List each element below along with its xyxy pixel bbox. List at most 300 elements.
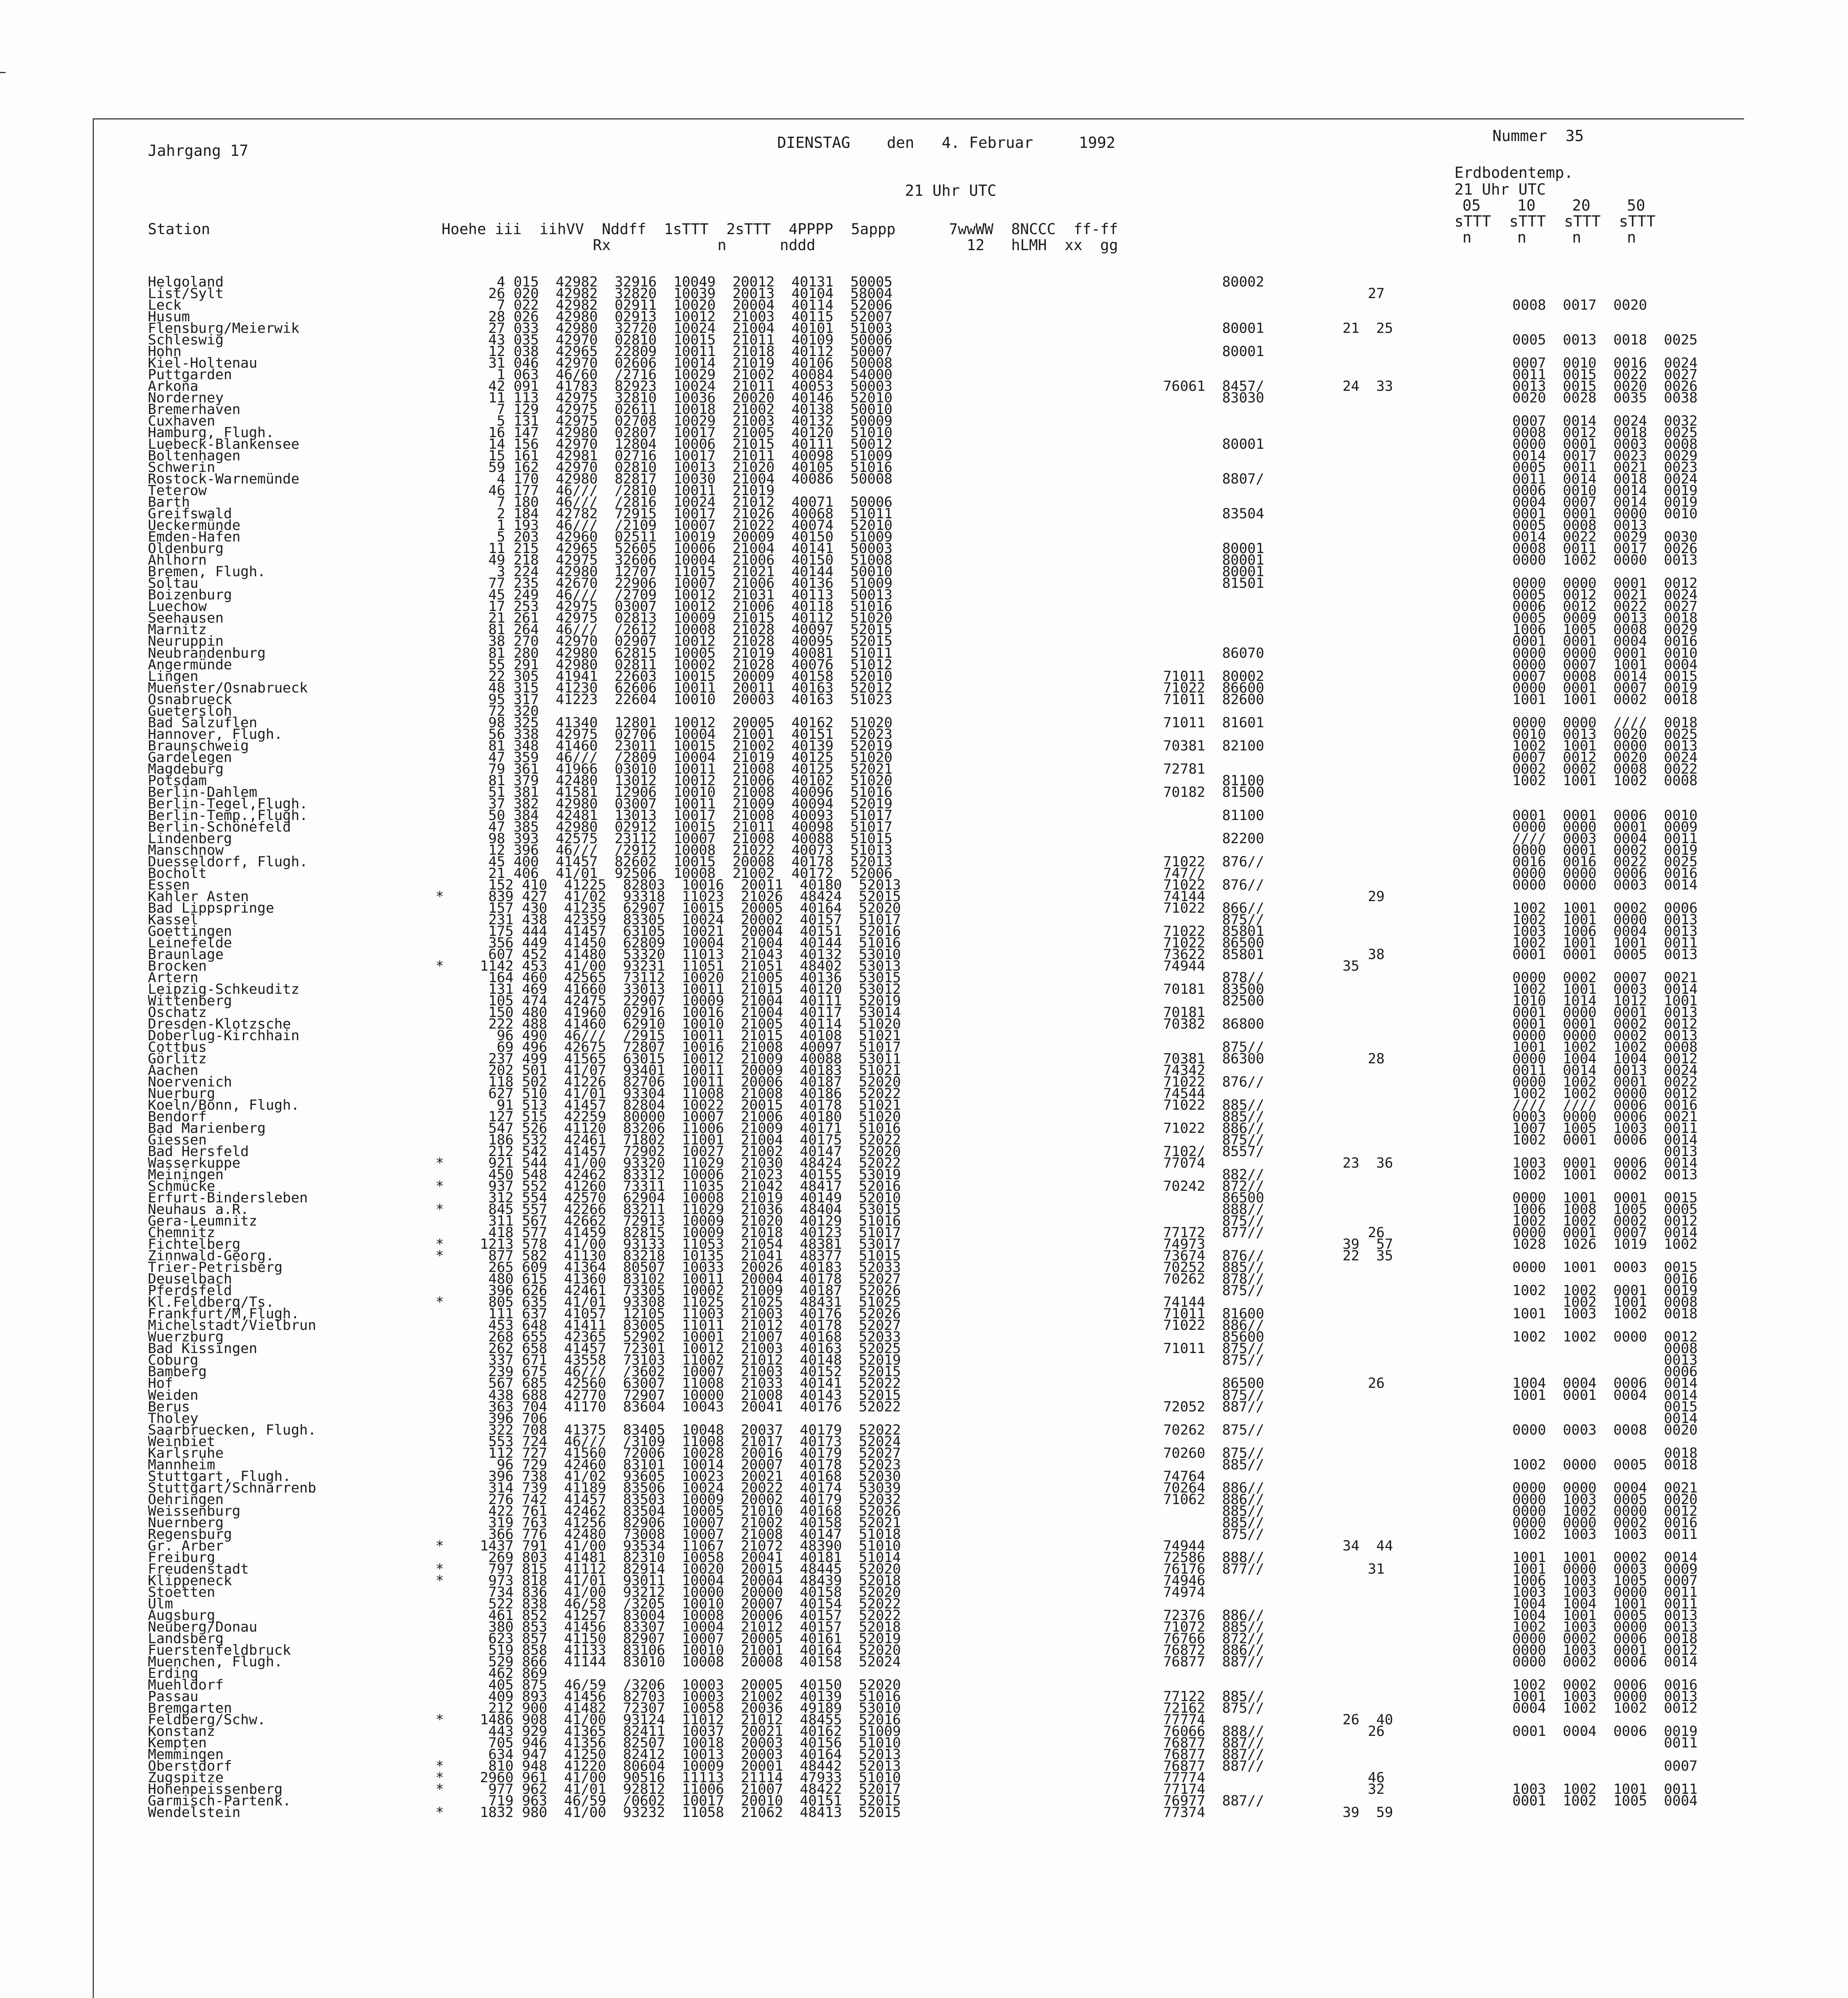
synop-groups: 131 469 41660 33013 10011 21015 40120 53012 [471, 981, 901, 997]
weather-cloud-groups: 80002 [1155, 274, 1264, 290]
mountain-marker: * [436, 888, 444, 905]
soil-temperatures: 1007 1005 1003 0011 [1512, 1120, 1698, 1137]
weather-cloud-groups: 81100 [1155, 807, 1264, 824]
wind-gust-values: 26 40 [1343, 1711, 1393, 1728]
synop-groups: 319 763 41256 82906 10007 21002 40158 52021 [471, 1514, 901, 1531]
soil-temperatures: 0004 1002 1002 0012 [1512, 1700, 1698, 1716]
soil-temperatures: 0000 0001 0002 0019 [1512, 842, 1698, 858]
synop-groups: 45 400 41457 82602 10015 20008 40178 52013 [471, 854, 893, 870]
mountain-marker: * [436, 1781, 444, 1798]
synop-groups: 2 184 42782 72915 10017 21026 40068 51011 [471, 506, 893, 522]
soil-temperatures: 0000 0000 0003 0014 [1512, 877, 1698, 893]
synop-groups: 26 020 42982 32820 10039 20013 40104 58004 [471, 286, 893, 302]
station-name: Soltau [148, 575, 199, 592]
synop-groups: 3 224 42980 12707 11015 21021 40144 50010 [471, 564, 893, 580]
station-name: Neuruppin [148, 633, 224, 650]
soil-temperatures: 1001 1003 0000 0013 [1512, 1688, 1698, 1705]
station-name: Trier-Petrisberg [148, 1260, 283, 1276]
station-name: Duesseldorf, Flugh. [148, 854, 308, 870]
synop-groups: 553 724 46/// /3109 11008 21017 40173 52024 [471, 1433, 901, 1450]
soil-temperatures: 0005 0013 0018 0025 [1512, 332, 1698, 348]
weather-cloud-groups: 80001 [1155, 436, 1264, 453]
synop-groups: 56 338 42975 02706 10004 21001 40151 52023 [471, 726, 893, 742]
synop-groups: 49 218 42975 32606 10004 21006 40150 51008 [471, 552, 893, 569]
mountain-marker: * [436, 1758, 444, 1774]
soil-temperatures: 1006 1003 1005 0007 [1512, 1572, 1698, 1589]
synop-groups: 59 162 42970 02810 10013 21020 40105 51016 [471, 460, 893, 476]
station-name: Greifswald [148, 506, 232, 522]
synop-groups: 396 706 [471, 1410, 547, 1427]
wind-gust-values: 39 57 [1343, 1236, 1393, 1253]
weather-cloud-groups: 71072 885// [1155, 1619, 1264, 1635]
mountain-marker: * [436, 1561, 444, 1577]
mountain-marker: * [436, 1711, 444, 1728]
soil-temperatures: 1003 1003 0000 0011 [1512, 1584, 1698, 1600]
soil-temperatures: 1003 0001 0006 0014 [1512, 1155, 1698, 1172]
weather-cloud-groups: 74973 [1155, 1236, 1205, 1253]
synop-groups: 5 203 42960 02511 10019 20009 40150 51009 [471, 529, 893, 545]
station-name: Norderney [148, 390, 224, 406]
station-name: Deuselbach [148, 1271, 232, 1288]
wind-gust-values: 24 33 [1343, 378, 1393, 395]
station-name: Landsberg [148, 1630, 224, 1647]
soil-temperatures: 1006 1005 0008 0029 [1512, 622, 1698, 638]
synop-groups: 462 869 [471, 1665, 547, 1682]
synop-groups: 81 264 46/// /2612 10008 21028 40097 52015 [471, 622, 893, 638]
mountain-marker: * [436, 1248, 444, 1264]
weather-cloud-groups: 71011 81600 [1155, 1306, 1264, 1322]
synop-groups: 839 427 41/02 93318 11023 21026 48424 52015 [471, 888, 901, 905]
synop-groups: 1 193 46/// /2109 10007 21022 40074 52010 [471, 517, 893, 534]
synop-groups: 212 900 41482 72307 10058 20036 49189 53010 [471, 1700, 901, 1716]
station-name: Pferdsfeld [148, 1283, 232, 1299]
weather-cloud-groups: 71022 886// [1155, 1120, 1264, 1137]
station-name: Zugspitze [148, 1770, 224, 1786]
soil-temperatures: 1004 0004 0006 0014 [1512, 1375, 1698, 1392]
synop-groups: 31 046 42970 02606 10014 21019 40106 50008 [471, 355, 893, 372]
synop-groups: 237 499 41565 63015 10012 21009 40088 53011 [471, 1051, 901, 1067]
soil-temperatures: 1004 1004 1001 0011 [1512, 1596, 1698, 1612]
soil-depths: 05 10 20 50 [1462, 197, 1645, 214]
station-name: Wuerzburg [148, 1329, 224, 1345]
station-name: Konstanz [148, 1723, 215, 1739]
soil-temperatures: 0001 0000 0001 0013 [1512, 1004, 1698, 1021]
weather-cloud-groups: 875// [1155, 911, 1264, 928]
weather-cloud-groups: 71062 886// [1155, 1491, 1264, 1508]
synop-groups: 1437 791 41/00 93534 11067 21072 48390 51010 [471, 1538, 901, 1554]
station-name: Koeln/Bonn, Flugh. [148, 1097, 300, 1114]
station-name: Muehldorf [148, 1677, 224, 1693]
synop-groups: 12 396 46/// /2912 10008 21022 40073 51013 [471, 842, 893, 858]
station-name: Gera-Leumnitz [148, 1213, 257, 1230]
synop-groups: 47 385 42980 02912 10015 21011 40098 51017 [471, 819, 893, 835]
station-name: Görlitz [148, 1051, 207, 1067]
soil-temperatures: 0008 [1512, 1341, 1698, 1357]
station-name: Giessen [148, 1132, 207, 1148]
synop-groups: 567 685 42560 63007 11008 21033 40141 52022 [471, 1375, 901, 1392]
wind-gust-values: 35 [1343, 958, 1360, 974]
station-name: Fichtelberg [148, 1236, 241, 1253]
weather-cloud-groups: 73674 876// [1155, 1248, 1264, 1264]
weather-cloud-groups: 71022 86500 [1155, 935, 1264, 951]
date-line: DIENSTAG den 4. Februar 1992 [777, 134, 1116, 151]
synop-groups: 48 315 41230 62606 10011 20011 40163 52012 [471, 680, 893, 696]
station-name: Osnabrueck [148, 691, 232, 708]
synop-groups: 37 382 42980 03007 10011 21009 40094 52019 [471, 796, 893, 812]
soil-temperatures [1512, 277, 1521, 288]
soil-temperatures: 0000 1001 0003 0015 [1512, 1260, 1698, 1276]
weather-cloud-groups: 80001 [1155, 552, 1264, 569]
synop-groups: 396 738 41/02 93605 10023 20021 40168 52030 [471, 1468, 901, 1485]
station-name: Flensburg/Meierwik [148, 320, 300, 337]
weather-cloud-groups: 875// [1155, 1132, 1264, 1148]
station-name: Regensburg [148, 1526, 232, 1542]
synop-groups: 96 490 46/// /2915 10011 21015 40108 51021 [471, 1028, 901, 1044]
page-edge-tick [0, 72, 6, 73]
synop-groups: 438 688 42770 72907 10000 21008 40143 52015 [471, 1387, 901, 1403]
soil-temperatures: 0007 0014 0024 0032 [1512, 413, 1698, 430]
synop-groups: 311 567 42662 72913 10009 21020 40129 51016 [471, 1213, 901, 1230]
weather-cloud-groups: 76877 887// [1155, 1746, 1264, 1763]
weather-cloud-groups: 80001 [1155, 320, 1264, 337]
wind-gust-values: 22 35 [1343, 1248, 1393, 1264]
soil-temperatures: 0001 0001 0002 0012 [1512, 1016, 1698, 1032]
synop-groups: 50 384 42481 13013 10017 21008 40093 51017 [471, 807, 893, 824]
station-name: Bremerhaven [148, 402, 241, 418]
station-name: Puttgarden [148, 367, 232, 383]
soil-temperatures: 0000 1002 0001 0022 [1512, 1074, 1698, 1091]
station-name: Boizenburg [148, 587, 232, 603]
station-name: Brocken [148, 958, 207, 974]
weather-cloud-groups: 885// [1155, 1503, 1264, 1519]
station-name: List/Sylt [148, 286, 224, 302]
synop-groups: 1 063 46/60 /2716 10029 21002 40084 54000 [471, 367, 893, 383]
weather-cloud-groups: 80001 [1155, 564, 1264, 580]
weather-cloud-groups: 72586 888// [1155, 1549, 1264, 1566]
station-name: Bad Hersfeld [148, 1144, 249, 1160]
synop-groups: 15 161 42981 02716 10017 21011 40098 51009 [471, 448, 893, 464]
station-name: Fuerstenfeldbruck [148, 1642, 291, 1658]
synop-groups: 11 215 42965 52605 10006 21004 40141 50003 [471, 541, 893, 557]
synop-groups: 7 129 42975 02611 10018 21002 40138 50010 [471, 402, 893, 418]
station-name: Frankfurt/M,Flugh. [148, 1306, 300, 1322]
soil-temperatures: 0013 [1512, 1352, 1698, 1369]
synop-groups: 480 615 41360 83102 10011 20004 40178 52027 [471, 1271, 901, 1288]
weather-cloud-groups: 76877 887// [1155, 1735, 1264, 1751]
weather-cloud-groups: 74342 [1155, 1063, 1205, 1079]
station-name: Boltenhagen [148, 448, 241, 464]
mountain-marker: * [436, 958, 444, 974]
synop-groups: 7 022 42982 02911 10020 20004 40114 52006 [471, 297, 893, 314]
synop-groups: 422 761 42462 83504 10005 21010 40168 52026 [471, 1503, 901, 1519]
synop-groups: 77 235 42670 22906 10007 21006 40136 51009 [471, 575, 893, 592]
weather-cloud-groups: 77374 [1155, 1805, 1205, 1821]
station-name: Bremen, Flugh. [148, 564, 266, 580]
station-name: Schleswig [148, 332, 224, 348]
synop-groups: 127 515 42259 80000 10007 21006 40180 51020 [471, 1109, 901, 1125]
station-name: Oberstdorf [148, 1758, 232, 1774]
weather-cloud-groups: 86500 [1155, 1190, 1264, 1206]
synop-groups: 4 170 42980 82817 10030 21004 40086 50008 [471, 471, 893, 488]
soil-temperatures: 0000 0007 1001 0004 [1512, 657, 1698, 673]
station-name: Leinefelde [148, 935, 232, 951]
soil-temperatures: 0006 0010 0014 0019 [1512, 483, 1698, 499]
soil-temperatures: 0011 0015 0022 0027 [1512, 367, 1698, 383]
soil-temperatures: 0008 0011 0017 0026 [1512, 541, 1698, 557]
station-name: Emden-Hafen [148, 529, 241, 545]
weather-cloud-groups: 70381 82100 [1155, 738, 1264, 754]
soil-temperatures: //// //// 0006 0016 [1512, 1097, 1698, 1114]
weather-cloud-groups: 70182 81500 [1155, 784, 1264, 800]
station-name: Tholey [148, 1410, 199, 1427]
soil-temperatures: 1001 0000 0003 0009 [1512, 1561, 1698, 1577]
station-name: Gardelegen [148, 749, 232, 766]
soil-temperatures: 0000 0000 0001 0009 [1512, 819, 1698, 835]
soil-temperatures: 1004 1001 0005 0013 [1512, 1607, 1698, 1624]
station-name: Hannover, Flugh. [148, 726, 283, 742]
soil-temperatures: 0005 0008 0013 [1512, 517, 1647, 534]
mountain-marker: * [436, 1178, 444, 1195]
station-name: Bad Marienberg [148, 1120, 266, 1137]
synop-groups: 1486 908 41/00 93124 11012 21012 48455 52016 [471, 1711, 901, 1728]
soil-temperatures: 1002 1003 0000 0013 [1512, 1619, 1698, 1635]
station-name: Luebeck-Blankensee [148, 436, 300, 453]
mountain-marker: * [436, 1805, 444, 1821]
weather-cloud-groups: 71011 80002 [1155, 668, 1264, 685]
synop-groups: 81 379 42480 13012 10012 21006 40102 51020 [471, 772, 893, 789]
soil-temperatures: 1002 1001 0002 0013 [1512, 1167, 1698, 1183]
station-name: Coburg [148, 1352, 199, 1369]
wind-gust-values: 26 [1343, 1225, 1385, 1241]
soil-temperatures: 1002 1001 0002 0006 [1512, 900, 1698, 916]
synop-groups: 11 113 42975 32810 10036 20020 40146 52010 [471, 390, 893, 406]
jahrgang-label: Jahrgang 17 [148, 142, 249, 159]
soil-temperatures: 0013 0015 0020 0026 [1512, 378, 1698, 395]
synop-groups: 111 637 41057 12105 11003 21003 40176 52026 [471, 1306, 901, 1322]
station-name: Artern [148, 969, 199, 986]
soil-temperatures: 0004 0007 0014 0019 [1512, 494, 1698, 511]
station-name: Kassel [148, 911, 199, 928]
mountain-marker: * [436, 1538, 444, 1554]
mountain-marker: * [436, 1202, 444, 1218]
station-name: Lingen [148, 668, 199, 685]
synop-groups: 5 131 42975 02708 10029 21003 40132 50009 [471, 413, 893, 430]
weather-cloud-groups: 77172 877// [1155, 1225, 1264, 1241]
station-name: Muenster/Osnabrueck [148, 680, 308, 696]
station-name: Kahler Asten [148, 888, 249, 905]
synop-groups: 21 261 42975 02813 10009 21015 40112 51020 [471, 610, 893, 627]
weather-cloud-groups: 76977 887// [1155, 1793, 1264, 1809]
synop-groups: 623 857 41150 82907 10007 20005 40161 52019 [471, 1630, 901, 1647]
soil-temperatures: 0000 1002 0000 0012 [1512, 1503, 1698, 1519]
station-name: Kl.Feldberg/Ts. [148, 1294, 275, 1311]
synop-groups: 396 626 42461 73305 10002 21009 40187 52026 [471, 1283, 901, 1299]
weather-cloud-groups: 83504 [1155, 506, 1264, 522]
soil-temperatures: 0001 0001 0004 0016 [1512, 633, 1698, 650]
soil-temperatures: 0000 1004 1004 0012 [1512, 1051, 1698, 1067]
weather-cloud-groups: 875// [1155, 1039, 1264, 1056]
wind-gust-values: 21 25 [1343, 320, 1393, 337]
soil-temperatures: 0007 0010 0016 0024 [1512, 355, 1698, 372]
soil-temperatures: 1028 1026 1019 1002 [1512, 1236, 1698, 1253]
soil-temperatures: 1001 1002 1002 0008 [1512, 1039, 1698, 1056]
observation-time: 21 Uhr UTC [905, 182, 997, 199]
synop-groups: 1213 578 41/00 93133 11053 21054 48381 53017 [471, 1236, 901, 1253]
weather-cloud-groups: 74944 [1155, 958, 1205, 974]
soil-temperatures: 1002 1001 0000 0013 [1512, 738, 1698, 754]
station-name: Leck [148, 297, 182, 314]
soil-temperatures: 0000 0000 0002 0016 [1512, 1514, 1698, 1531]
station-name: Ulm [148, 1596, 173, 1612]
weather-cloud-groups: 71022 885// [1155, 1097, 1264, 1114]
synop-groups: 1832 980 41/00 93232 11058 21062 48413 52015 [471, 1805, 901, 1821]
synop-groups: 797 815 41112 82914 10020 20015 48445 52020 [471, 1561, 901, 1577]
weather-cloud-groups: 70252 885// [1155, 1260, 1264, 1276]
synop-groups: 239 675 46/// /3602 10007 21003 40152 52015 [471, 1364, 901, 1380]
station-name: Angermünde [148, 657, 232, 673]
soil-temperatures: 1001 1001 0002 0014 [1512, 1549, 1698, 1566]
weather-cloud-groups: 70381 86300 [1155, 1051, 1264, 1067]
synop-groups: 973 818 41/01 93011 10004 20004 48439 52018 [471, 1572, 901, 1589]
station-name: Leipzig-Schkeuditz [148, 981, 300, 997]
weather-cloud-groups: 81100 [1155, 772, 1264, 789]
synop-groups: 175 444 41457 63105 10021 20004 40151 52016 [471, 923, 901, 939]
weather-cloud-groups: 888// [1155, 1202, 1264, 1218]
soil-temperatures: 0010 0013 0020 0025 [1512, 726, 1698, 742]
soil-temperatures: 0011 [1512, 1735, 1698, 1751]
wind-gust-values: 28 [1343, 1051, 1385, 1067]
synop-groups: 46 177 46/// /2810 10011 21019 [471, 483, 775, 499]
station-name: Erding [148, 1665, 199, 1682]
station-name: Doberlug-Kirchhain [148, 1028, 300, 1044]
station-name: Kempten [148, 1735, 207, 1751]
weather-cloud-groups: 80001 [1155, 541, 1264, 557]
station-name: Bremgarten [148, 1700, 232, 1716]
station-name: Nuernberg [148, 1514, 224, 1531]
weather-cloud-groups: 74144 [1155, 1294, 1205, 1311]
soil-temperatures: 0008 0017 0020 [1512, 297, 1647, 314]
station-name: Oldenburg [148, 541, 224, 557]
soil-temperatures: 0005 0011 0021 0023 [1512, 460, 1698, 476]
synop-groups: 96 729 42460 83101 10014 20007 40178 52023 [471, 1457, 901, 1473]
soil-temperatures: 0000 0001 0003 0008 [1512, 436, 1698, 453]
soil-temperatures: 1010 1014 1012 1001 [1512, 993, 1698, 1009]
synop-groups: 461 852 41257 83004 10008 20006 40157 52022 [471, 1607, 901, 1624]
soil-temperatures: 0000 0000 0004 0021 [1512, 1480, 1698, 1496]
soil-temperatures: 0013 [1512, 1144, 1698, 1160]
station-name: Saarbruecken, Flugh. [148, 1422, 316, 1438]
synop-groups: 443 929 41365 82411 10037 20021 40162 51009 [471, 1723, 901, 1739]
synop-groups: 81 348 41460 23011 10015 21002 40139 52019 [471, 738, 893, 754]
soil-temperatures: 0000 1003 0005 0020 [1512, 1491, 1698, 1508]
soil-temperatures: 0008 0012 0018 0025 [1512, 425, 1698, 441]
weather-cloud-groups: 74974 [1155, 1584, 1205, 1600]
mountain-marker: * [436, 1236, 444, 1253]
station-name: Wittenberg [148, 993, 232, 1009]
synop-groups: 118 502 41226 82706 10011 20006 40187 52020 [471, 1074, 901, 1091]
weather-cloud-groups: 878// [1155, 969, 1264, 986]
station-name: Mannheim [148, 1457, 215, 1473]
station-name: Ahlhorn [148, 552, 207, 569]
weather-cloud-groups: 72162 875// [1155, 1700, 1264, 1716]
weather-cloud-groups: 885// [1155, 1109, 1264, 1125]
soil-temperatures: 0007 [1512, 1758, 1698, 1774]
station-name: Hamburg, Flugh. [148, 425, 275, 441]
station-name: Garmisch-Partenk. [148, 1793, 291, 1809]
station-name: Neuhaus a.R. [148, 1202, 249, 1218]
weather-cloud-groups: 77774 [1155, 1711, 1205, 1728]
station-name: Dresden-Klotzsche [148, 1016, 291, 1032]
station-name: Cottbus [148, 1039, 207, 1056]
weather-cloud-groups: 74944 [1155, 1538, 1205, 1554]
station-name: Bendorf [148, 1109, 207, 1125]
soil-temperatures: 1002 1002 0002 0012 [1512, 1213, 1698, 1230]
station-name: Weinbiet [148, 1433, 215, 1450]
station-name: Weissenburg [148, 1503, 241, 1519]
station-name: Neuberg/Donau [148, 1619, 257, 1635]
weather-cloud-groups: 747// [1155, 865, 1205, 882]
weather-cloud-groups: 77774 [1155, 1770, 1205, 1786]
weather-cloud-groups: 70264 886// [1155, 1480, 1264, 1496]
soil-codes: sTTT sTTT sTTT sTTT [1454, 213, 1656, 230]
synop-groups: 810 948 41220 80604 10009 20001 48442 52013 [471, 1758, 901, 1774]
soil-temperatures: 0014 [1512, 1410, 1698, 1427]
weather-cloud-groups: 76066 888// [1155, 1723, 1264, 1739]
soil-temperatures: 0000 0002 0006 0014 [1512, 1654, 1698, 1670]
station-name: Potsdam [148, 772, 207, 789]
station-name: Schmücke [148, 1178, 215, 1195]
soil-temperatures: 0000 0000 0006 0016 [1512, 865, 1698, 882]
station-name: Klippeneck [148, 1572, 232, 1589]
weather-cloud-groups: 71022 86600 [1155, 680, 1264, 696]
station-name: Schwerin [148, 460, 215, 476]
soil-temperatures: 0005 0009 0013 0018 [1512, 610, 1698, 627]
soil-temperatures: 0000 0002 0007 0021 [1512, 969, 1698, 986]
station-name: Bad Salzuflen [148, 714, 257, 731]
synop-groups: 322 708 41375 83405 10048 20037 40179 52022 [471, 1422, 901, 1438]
synop-groups: 12 038 42965 22809 10011 21018 40112 50007 [471, 344, 893, 360]
weather-cloud-groups: 74946 [1155, 1572, 1205, 1589]
soil-temperatures: 0007 0008 0014 0015 [1512, 668, 1698, 685]
synop-groups: 719 963 46/59 /0602 10017 20010 40151 52015 [471, 1793, 901, 1809]
synop-groups: 453 648 41411 83005 11011 21012 40178 52027 [471, 1317, 901, 1334]
synop-groups: 98 393 42575 23112 10007 21008 40088 51015 [471, 830, 893, 847]
station-name: Rostock-Warnemünde [148, 471, 300, 488]
soil-temperatures: 1002 1001 1001 0011 [1512, 935, 1698, 951]
synop-groups: 72 320 [471, 703, 539, 719]
station-name: Ueckermünde [148, 517, 241, 534]
weather-cloud-groups: 86070 [1155, 645, 1264, 661]
weather-cloud-groups: 74764 [1155, 1468, 1205, 1485]
soil-temperatures: 0015 [1512, 1399, 1698, 1415]
station-name: Neubrandenburg [148, 645, 266, 661]
station-name: Goettingen [148, 923, 232, 939]
soil-temperatures: 0001 0001 0000 0010 [1512, 506, 1698, 522]
synop-groups: 519 858 41133 83106 10010 21001 40164 52020 [471, 1642, 901, 1658]
mountain-marker: * [436, 1770, 444, 1786]
weather-cloud-groups: 70260 875// [1155, 1445, 1264, 1461]
weather-cloud-groups: 82500 [1155, 993, 1264, 1009]
station-name: Stoetten [148, 1584, 215, 1600]
synop-groups: 186 532 42461 71802 11001 21004 40175 52022 [471, 1132, 901, 1148]
weather-cloud-groups: 7102/ 8557/ [1155, 1144, 1264, 1160]
station-name: Hohn [148, 344, 182, 360]
synop-groups: 805 635 41/01 93308 11025 21025 48431 51025 [471, 1294, 901, 1311]
synop-groups: 55 291 42980 02811 10002 21028 40076 51012 [471, 657, 893, 673]
soil-temperatures: 0018 [1512, 1445, 1698, 1461]
weather-cloud-groups: 72052 887// [1155, 1399, 1264, 1415]
weather-cloud-groups: 72376 886// [1155, 1607, 1264, 1624]
